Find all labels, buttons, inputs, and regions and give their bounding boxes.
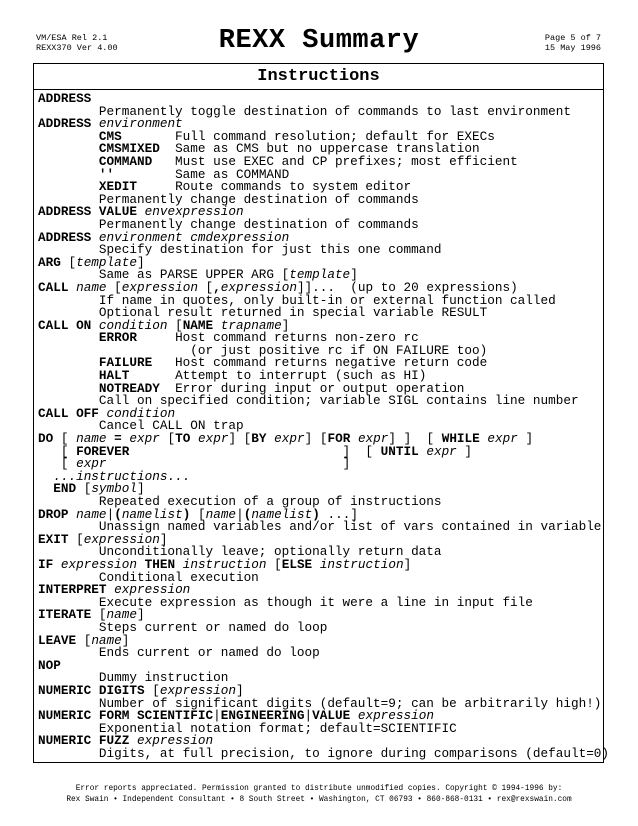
instructions-panel xyxy=(33,63,610,763)
parameter-text: symbol xyxy=(91,481,137,497)
parameter-text: name xyxy=(91,632,122,648)
parameter-text: expr xyxy=(129,431,160,447)
parameter-text: expression xyxy=(114,582,191,598)
parameter-text: expression xyxy=(121,279,198,295)
parameter-text: template xyxy=(289,267,351,283)
keyword-text: WHILE xyxy=(441,431,480,447)
parameter-text: expression xyxy=(357,708,434,724)
keyword-text: ARG xyxy=(38,254,61,270)
parameter-text: expr xyxy=(197,431,229,447)
keyword-text: DROP xyxy=(38,506,69,522)
description-text: Permanently change destination of commands xyxy=(38,191,419,207)
keyword-text: ERROR xyxy=(98,330,137,346)
keyword-text: ELSE xyxy=(281,556,313,572)
description-text: [ xyxy=(266,556,282,572)
keyword-text: CALL OFF xyxy=(38,405,99,421)
keyword-text: FAILURE xyxy=(98,355,153,371)
description-text: Repeated execution of a group of instructions xyxy=(38,494,442,509)
parameter-text: name xyxy=(205,506,237,522)
description-text: ] xyxy=(137,481,145,497)
description-text: [ xyxy=(190,506,206,522)
page-title: REXX Summary xyxy=(218,26,420,56)
description-text: Ends current or named do loop xyxy=(38,645,320,661)
keyword-text: CALL ON xyxy=(38,317,92,333)
description-text: [ xyxy=(68,531,84,547)
description-text: ] xyxy=(106,456,351,472)
keyword-text: = xyxy=(114,431,122,447)
keyword-text: '' xyxy=(98,166,115,182)
description-text: Full command resolution; default for EXECs xyxy=(121,128,495,144)
keyword-text: FOREVER xyxy=(76,443,130,459)
description-text: Digits, at full precision, to ignore during comparisons (default=0) xyxy=(38,745,610,761)
description-text: Must use EXEC and CP prefixes; most efficient xyxy=(152,153,518,169)
description-text: | xyxy=(106,506,115,522)
description-text: Same as CMS but no uppercase translation xyxy=(159,141,480,157)
description-text: ] xyxy=(137,254,145,270)
description-text: Host command returns negative return code xyxy=(152,355,488,371)
keyword-text: FOR xyxy=(327,431,351,447)
parameter-text: expr xyxy=(274,431,305,447)
parameter-text: envexpression xyxy=(144,204,244,220)
footer-contact: Rex Swain • Independent Consultant • 8 South Street • Washington, CT 06793 • 860-868-0131 • rex@rexswain.com xyxy=(66,796,572,804)
keyword-text: ITERATE xyxy=(38,607,92,623)
keyword-text: HALT xyxy=(98,368,130,384)
description-text: [ xyxy=(144,682,160,698)
description-text: | xyxy=(213,708,221,724)
description-text: Permanently toggle destination of commands to last environment xyxy=(38,103,571,119)
instruction-line xyxy=(38,647,603,660)
description-text: [ xyxy=(106,279,122,295)
keyword-text: ENGINEERING xyxy=(220,708,305,724)
keyword-text: NUMERIC DIGITS xyxy=(38,682,145,698)
description-text: [ xyxy=(76,481,92,497)
parameter-text: expression xyxy=(83,531,160,547)
description-text: ] ] [ xyxy=(388,431,442,447)
description-text: Exponential notation format; default=SCIENTIFIC xyxy=(38,720,457,736)
parameter-text: name xyxy=(76,431,107,447)
keyword-text: ) xyxy=(312,506,320,522)
description-text: ] xyxy=(137,607,145,623)
section-title: Instructions xyxy=(34,64,603,90)
header-right xyxy=(545,33,601,53)
description-text: Optional result returned in special variable RESULT xyxy=(38,305,488,321)
keyword-text: NOTREADY xyxy=(98,380,160,396)
description-text: [ xyxy=(76,632,92,648)
parameter-text: expression xyxy=(60,556,137,572)
description-text: If name in quotes, only built-in or external function called xyxy=(38,292,556,308)
description-text: ] xyxy=(350,267,358,283)
keyword-text: THEN xyxy=(144,556,176,572)
description-text: | xyxy=(236,506,244,522)
parameter-text: name xyxy=(106,607,137,623)
description-text: Unassign named variables and/or list of vars contained in variable xyxy=(38,519,602,535)
keyword-text: TO xyxy=(175,431,191,447)
parameter-text: expr xyxy=(426,443,457,459)
parameter-text: trapname xyxy=(220,317,282,333)
keyword-text: ) xyxy=(182,506,191,522)
description-text: Call on specified condition; variable SIGL contains line number xyxy=(38,393,579,409)
description-text: Conditional execution xyxy=(38,569,259,585)
keyword-text: , xyxy=(213,279,221,295)
description-text: ...] xyxy=(319,506,358,522)
keyword-text: ADDRESS VALUE xyxy=(38,204,137,220)
parameter-text: expression xyxy=(159,682,236,698)
description-text: ] [ xyxy=(304,431,328,447)
keyword-text: BY xyxy=(251,431,267,447)
parameter-text: name xyxy=(76,279,107,295)
parameter-text: template xyxy=(76,254,137,270)
description-text: ] xyxy=(456,443,473,459)
parameter-text: condition xyxy=(98,317,168,333)
parameter-text: environment cmdexpression xyxy=(98,229,290,245)
description-text xyxy=(312,557,320,572)
instruction-line xyxy=(38,745,610,761)
page-number: Page 5 of 7 xyxy=(544,33,601,43)
description-text: Same as PARSE UPPER ARG [ xyxy=(38,267,290,283)
description-text: [ xyxy=(38,456,77,472)
description-text: Cancel CALL ON trap xyxy=(38,418,244,434)
description-text: [ xyxy=(38,443,77,459)
instructions-list xyxy=(34,90,610,761)
description-text: Specify destination for just this one command xyxy=(38,242,442,258)
keyword-text: NUMERIC FUZZ xyxy=(38,733,130,749)
parameter-text: ...instructions... xyxy=(53,468,191,484)
parameter-text: expr xyxy=(487,431,518,447)
parameter-text: name xyxy=(76,506,107,522)
description-text: [ xyxy=(167,317,183,333)
description-text: (or just positive rc if ON FAILURE too) xyxy=(38,342,488,358)
parameter-text: environment xyxy=(98,116,183,132)
keyword-text: NAME xyxy=(182,317,214,333)
keyword-text: NUMERIC FORM SCIENTIFIC xyxy=(38,708,214,724)
description-text: [ xyxy=(60,254,77,270)
description-text: Permanently change destination of commands xyxy=(38,216,419,232)
parameter-text: expr xyxy=(76,456,107,472)
keyword-text: ADDRESS xyxy=(38,116,92,132)
description-text: ] xyxy=(235,682,244,698)
description-text: [ xyxy=(91,607,107,623)
description-text: Execute expression as though it were a line in input file xyxy=(38,594,533,610)
description-text: ] xyxy=(159,531,168,547)
description-text: ] xyxy=(517,431,534,447)
description-text: Same as COMMAND xyxy=(114,166,290,182)
interpreter-version: REXX370 Ver 4.00 xyxy=(36,43,118,53)
parameter-text: expr xyxy=(357,431,389,447)
keyword-text: ( xyxy=(114,506,122,522)
footer xyxy=(0,784,638,806)
keyword-text: CMSMIXED xyxy=(98,141,160,157)
keyword-text: INTERPRET xyxy=(38,582,107,598)
keyword-text: XEDIT xyxy=(98,179,137,195)
description-text: [ xyxy=(197,279,214,295)
keyword-text: ( xyxy=(243,506,252,522)
description-text: [ xyxy=(159,431,176,447)
description-text: Number of significant digits (default=9; can be arbitrarily high!) xyxy=(38,695,602,711)
description-text: Steps current or named do loop xyxy=(38,619,328,635)
description-text: ] xyxy=(403,556,412,572)
parameter-text: instruction xyxy=(182,556,267,572)
publication-date: 15 May 1996 xyxy=(544,43,601,53)
description-text: Unconditionally leave; optionally return data xyxy=(38,544,442,560)
description-text: Route commands to system editor xyxy=(137,179,412,195)
system-version: VM/ESA Rel 2.1 xyxy=(36,33,108,43)
keyword-text: IF xyxy=(38,556,54,572)
keyword-text: LEAVE xyxy=(38,632,77,648)
keyword-text: ADDRESS xyxy=(38,229,92,245)
parameter-text: condition xyxy=(106,405,176,421)
keyword-text: CMS xyxy=(98,128,122,144)
keyword-text: EXIT xyxy=(38,531,69,547)
keyword-text: DO xyxy=(38,431,54,447)
description-text: Attempt to interrupt (such as HI) xyxy=(129,368,427,384)
keyword-text: ADDRESS xyxy=(38,91,92,106)
parameter-text: namelist xyxy=(251,506,313,522)
keyword-text: VALUE xyxy=(312,708,351,724)
description-text: Dummy instruction xyxy=(38,670,229,686)
parameter-text: expression xyxy=(137,733,214,749)
keyword-text: CALL xyxy=(38,279,69,295)
description-text: [ xyxy=(53,431,77,447)
description-text: Error during input or output operation xyxy=(159,380,465,396)
keyword-text: UNTIL xyxy=(380,443,419,459)
keyword-text: COMMAND xyxy=(98,153,153,169)
parameter-text: namelist xyxy=(121,506,183,522)
description-text: ]]... (up to 20 expressions) xyxy=(296,279,518,295)
description-text: ] [ xyxy=(129,443,381,459)
description-text: ] [ xyxy=(228,431,252,447)
description-text: ] xyxy=(281,317,290,333)
footer-notice: Error reports appreciated. Permission granted to distribute unmodified copies. Copyright © 1994-1996 by: xyxy=(75,785,563,793)
keyword-text: END xyxy=(53,481,77,497)
description-text: ] xyxy=(121,632,130,648)
keyword-text: NOP xyxy=(38,657,61,673)
parameter-text: expression xyxy=(220,279,297,295)
description-text: Host command returns non-zero rc xyxy=(137,330,419,346)
description-text: | xyxy=(304,708,313,724)
parameter-text: instruction xyxy=(319,556,404,572)
